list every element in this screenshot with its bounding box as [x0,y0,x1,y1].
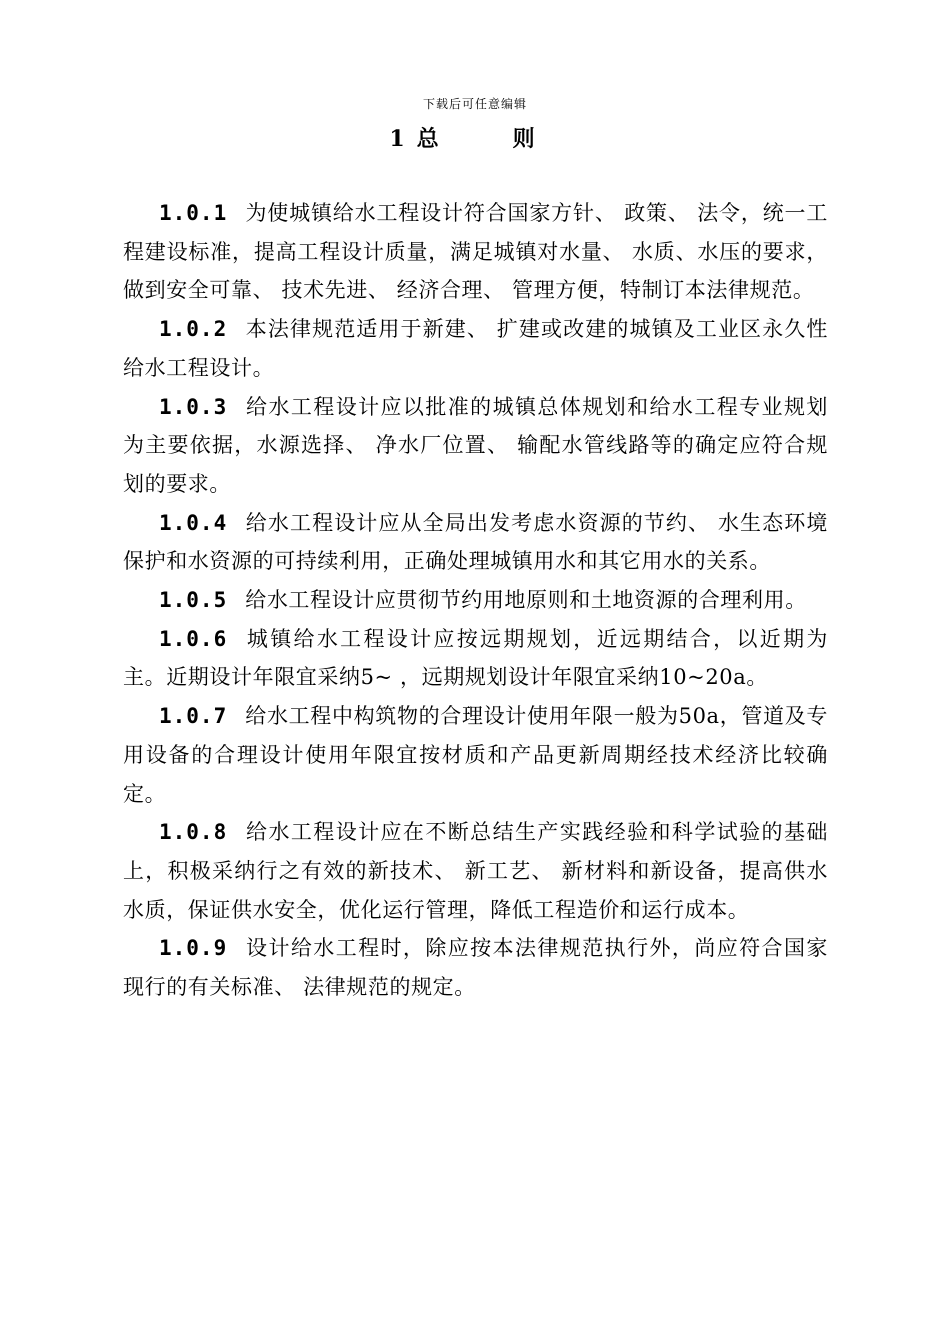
clause-text: 给水工程中构筑物的合理设计使用年限一般为50a，管道及专用设备的合理设计使用年限宜按材质和产品更新周期经技术经济比较确定。 [123,704,828,806]
clause-text: 给水工程设计应以批准的城镇总体规划和给水工程专业规划为主要依据，水源选择、 净水厂位置、 输配水管线路等的确定应符合规划的要求。 [123,394,828,496]
clause-number: 1.0.5 [159,588,228,613]
clause-number: 1.0.4 [159,510,228,535]
clause-number: 1.0.3 [159,394,228,419]
clause-list [123,194,828,1007]
clause-1-0-4 [123,504,828,581]
clause-text: 给水工程设计应从全局出发考虑水资源的节约、 水生态环境保护和水资源的可持续利用，正确处理城镇用水和其它用水的关系。 [123,510,828,574]
clause-text: 给水工程设计应贯彻节约用地原则和土地资源的合理利用。 [245,588,807,613]
clause-1-0-1 [123,194,828,310]
clause-text: 设计给水工程时，除应按本法律规范执行外，尚应符合国家现行的有关标准、 法律规范的规定。 [123,936,828,1000]
chapter-title [0,124,950,154]
clause-1-0-6 [123,620,828,697]
clause-text: 为使城镇给水工程设计符合国家方针、 政策、 法令，统一工程建设标准，提高工程设计质量，满足城镇对水量、 水质、水压的要求，做到安全可靠、 技术先进、 经济合理、 管理方便，特制订本法律规范。 [123,201,828,303]
chapter-title-text: 总 则 [416,126,561,152]
clause-text: 城镇给水工程设计应按远期规划，近远期结合，以近期为主。近期设计年限宜采纳5~ ，远期规划设计年限宜采纳10~20a。 [123,626,828,690]
download-note: 下载后可任意编辑 [422,97,527,111]
chapter-number: 1 [389,126,405,152]
clause-number: 1.0.2 [159,317,228,342]
clause-text: 本法律规范适用于新建、 扩建或改建的城镇及工业区永久性给水工程设计。 [123,317,828,380]
clause-1-0-8 [123,813,828,929]
clause-1-0-5 [123,581,828,620]
clause-number: 1.0.6 [159,626,228,651]
clause-1-0-7 [123,697,828,813]
clause-number: 1.0.8 [159,820,228,845]
clause-1-0-9 [123,929,828,1006]
clause-number: 1.0.9 [159,936,228,961]
clause-number: 1.0.1 [159,201,228,225]
clause-number: 1.0.7 [159,704,228,729]
clause-1-0-3 [123,388,828,504]
clause-text: 给水工程设计应在不断总结生产实践经验和科学试验的基础上，积极采纳行之有效的新技术、 新工艺、 新材料和新设备，提高供水水质，保证供水安全，优化运行管理，降低工程造价和运行成本。 [123,820,828,922]
clause-1-0-2 [123,310,828,387]
